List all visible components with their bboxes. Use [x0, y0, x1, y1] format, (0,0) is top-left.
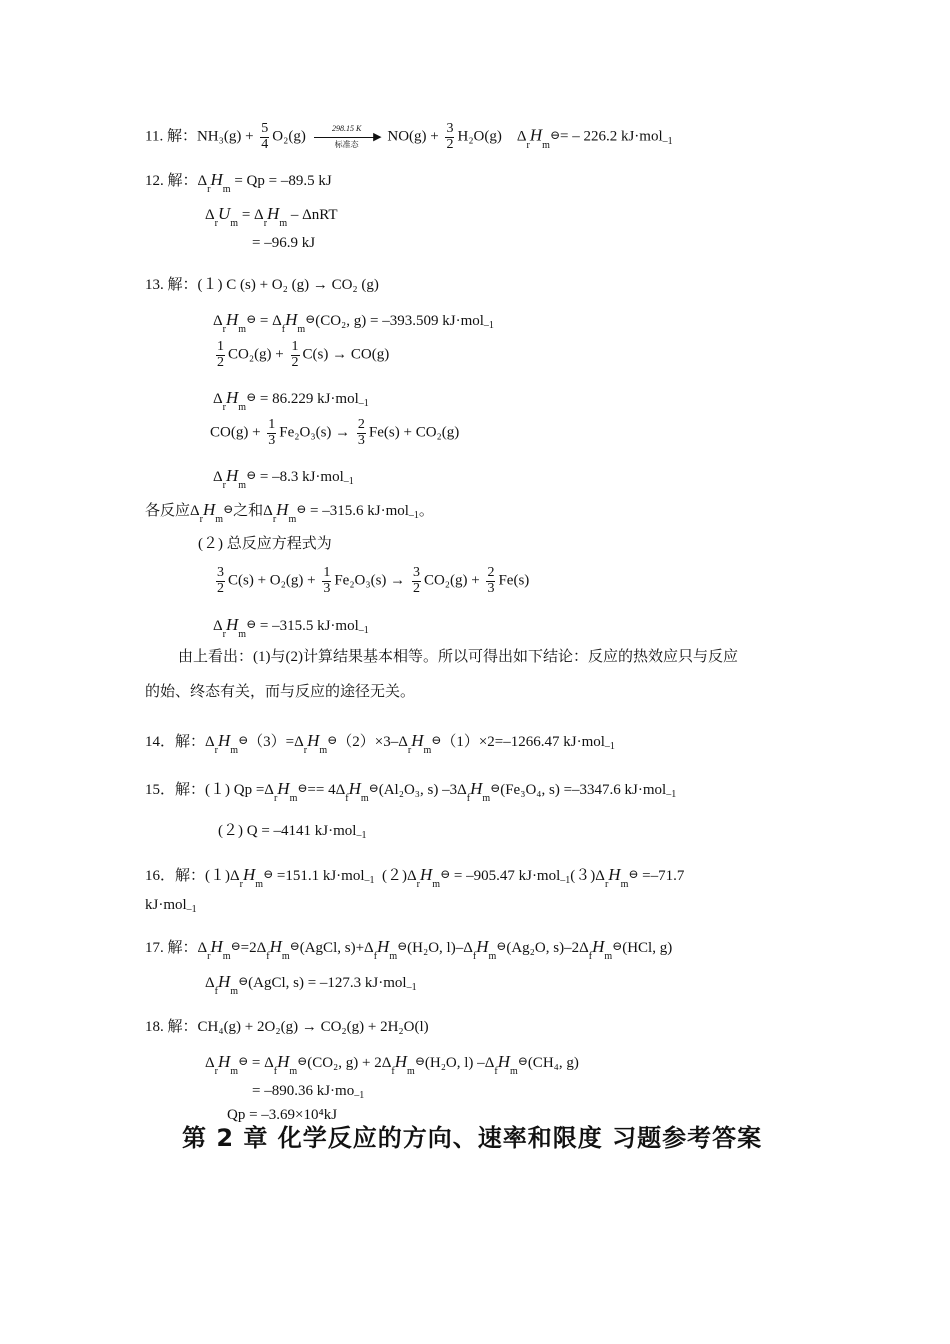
chapter-title: 第 2 章 化学反应的方向、速率和限度 习题参考答案	[182, 1124, 763, 1152]
text: O₂(g)	[272, 128, 306, 145]
fraction: $\frac{3}{2}$	[446, 121, 454, 152]
problem-17-line2: $\Delta_fH_m⊖(AgCl$, s) = –127.3 kJ·mol$_{-1}$	[205, 972, 417, 997]
problem-18-line3: = –890.36 $kJ\cdot mo_{-1}$	[252, 1083, 365, 1101]
problem-15: 15．解：(１) $Qp =\Delta_rH_m⊖==$ $4\Delta_fH_m⊖(Al_2O_3$, s) $-3\Delta_fH_m⊖(Fe_3O_4$, s) =–3347.6 kJ·mol$_{-1}$	[145, 779, 677, 804]
problem-13-line4: $\Delta_rH_m⊖ = 86.229$ kJ·mol$_{-1}$	[213, 388, 369, 413]
text: H₂O(g)	[457, 128, 502, 145]
problem-13-conclusion: 由上看出：(1)与(2)计算结果基本相等。所以可得出如下结论：反应的热效应只与反应	[178, 649, 738, 665]
problem-12-line2: $\Delta_rU_m = \Delta_rH_m - \Delta nRT$	[205, 204, 338, 229]
problem-18-line2: $\Delta_rH_m⊖$ = $\Delta_fH_m⊖(CO_2$, $g) + 2\Delta_fH_m⊖(H_2O$, l) $-\Delta_fH_m⊖(CH_4$, g)	[205, 1052, 579, 1077]
problem-16-line2: kJ·mol$_{-1}$	[145, 897, 197, 915]
problem-13-conclusion-2: 的始、终态有关，而与反应的途径无关。	[145, 684, 416, 700]
problem-13-line5: CO(g) + $\frac{1}{3}$ Fe₂O₃(s) → $\frac{2}{3}$ Fe(s) + CO₂(g)	[210, 417, 460, 448]
problem-16: 16．解：$(1)\Delta_rH_m⊖ =151.1$ kJ·mol$_{-1}$ $(2)\Delta_rH_m⊖ = -905.47$ $kJ\cdot mol_{-1}(3)\Delta_rH_m⊖ =-71.7$	[145, 865, 685, 890]
fraction: $\frac{5}{4}$	[261, 121, 269, 152]
problem-13-line8: (２) 总反应方程式为	[198, 536, 332, 552]
problem-18-line4: Qp = –3.69×10⁴kJ	[227, 1107, 338, 1123]
problem-17: 17. 解：$\Delta_rH_m⊖=2\Delta_fH_m⊖(AgCl$, $s)+\Delta_fH_m⊖(H_2O$, $l)-\Delta_fH_m⊖(Ag_2O$, $s)-2\Delta_fH_m⊖(HCl$, g)	[145, 937, 673, 962]
problem-11: 11. 解：NH₃(g) + $\frac{5}{4}$ O₂(g) 298.15 K ▶ 标准态 NO(g) + $\frac{3}{2}$ H₂O(g) $\Delta_rH_m⊖= - 226.2$ kJ·mol$_{-1}$	[145, 121, 673, 152]
problem-12-line3: = –96.9 kJ	[252, 235, 316, 251]
problem-13-line9: $\frac{3}{2}$ C(s) + O₂(g) + $\frac{1}{3}$ Fe₂O₃(s) → $\frac{3}{2}$ CO₂(g) + $\frac{2}{3}$ Fe(s)	[217, 565, 530, 596]
text: NO(g) +	[387, 128, 443, 145]
problem-13-line7: 各反应$\Delta_rH_m⊖$之和$\Delta_rH_m⊖ = -315.6$ kJ·mol$_{-1}$。	[145, 500, 434, 525]
problem-18: 18. 解：CH₄(g) + 2O₂(g) → CO₂(g) + 2H₂O(l)	[145, 1019, 429, 1035]
problem-13-line10: $\Delta_rH_m⊖ = -315.5$ kJ·mol$_{-1}$	[213, 615, 369, 640]
text: 11. 解：NH₃(g) +	[145, 128, 258, 145]
problem-13-line6: $\Delta_rH_m⊖ = -8.3$ kJ·mol$_{-1}$	[213, 466, 354, 491]
problem-15-line2: (２) Q = –4141 kJ·mol$_{-1}$	[218, 823, 367, 841]
problem-13: 13. 解：(１) C (s) + O₂ (g) → CO₂ (g)	[145, 277, 379, 293]
problem-12: 12. 解：$\Delta_rH_m = Qp = -89.5$ kJ	[145, 170, 332, 195]
text: = – 226.2 kJ·mol	[560, 128, 663, 145]
problem-13-line2: $\Delta_rH_m⊖$ = $\Delta_fH_m⊖(CO_2$, g) = –393.509 kJ·mol$_{-1}$	[213, 310, 494, 335]
problem-14: 14．解：$\Delta_rH_m⊖(3)=\Delta_rH_m⊖(2)\times 3-\Delta_rH_m⊖(1)\times 2=-1266.47$ kJ·mol$_{-1}$	[145, 731, 615, 756]
reaction-arrow: 298.15 K ▶ 标准态	[312, 130, 382, 144]
problem-13-line3: $\frac{1}{2}$ CO₂(g) + $\frac{1}{2}$ C(s) → CO(g)	[217, 339, 390, 370]
